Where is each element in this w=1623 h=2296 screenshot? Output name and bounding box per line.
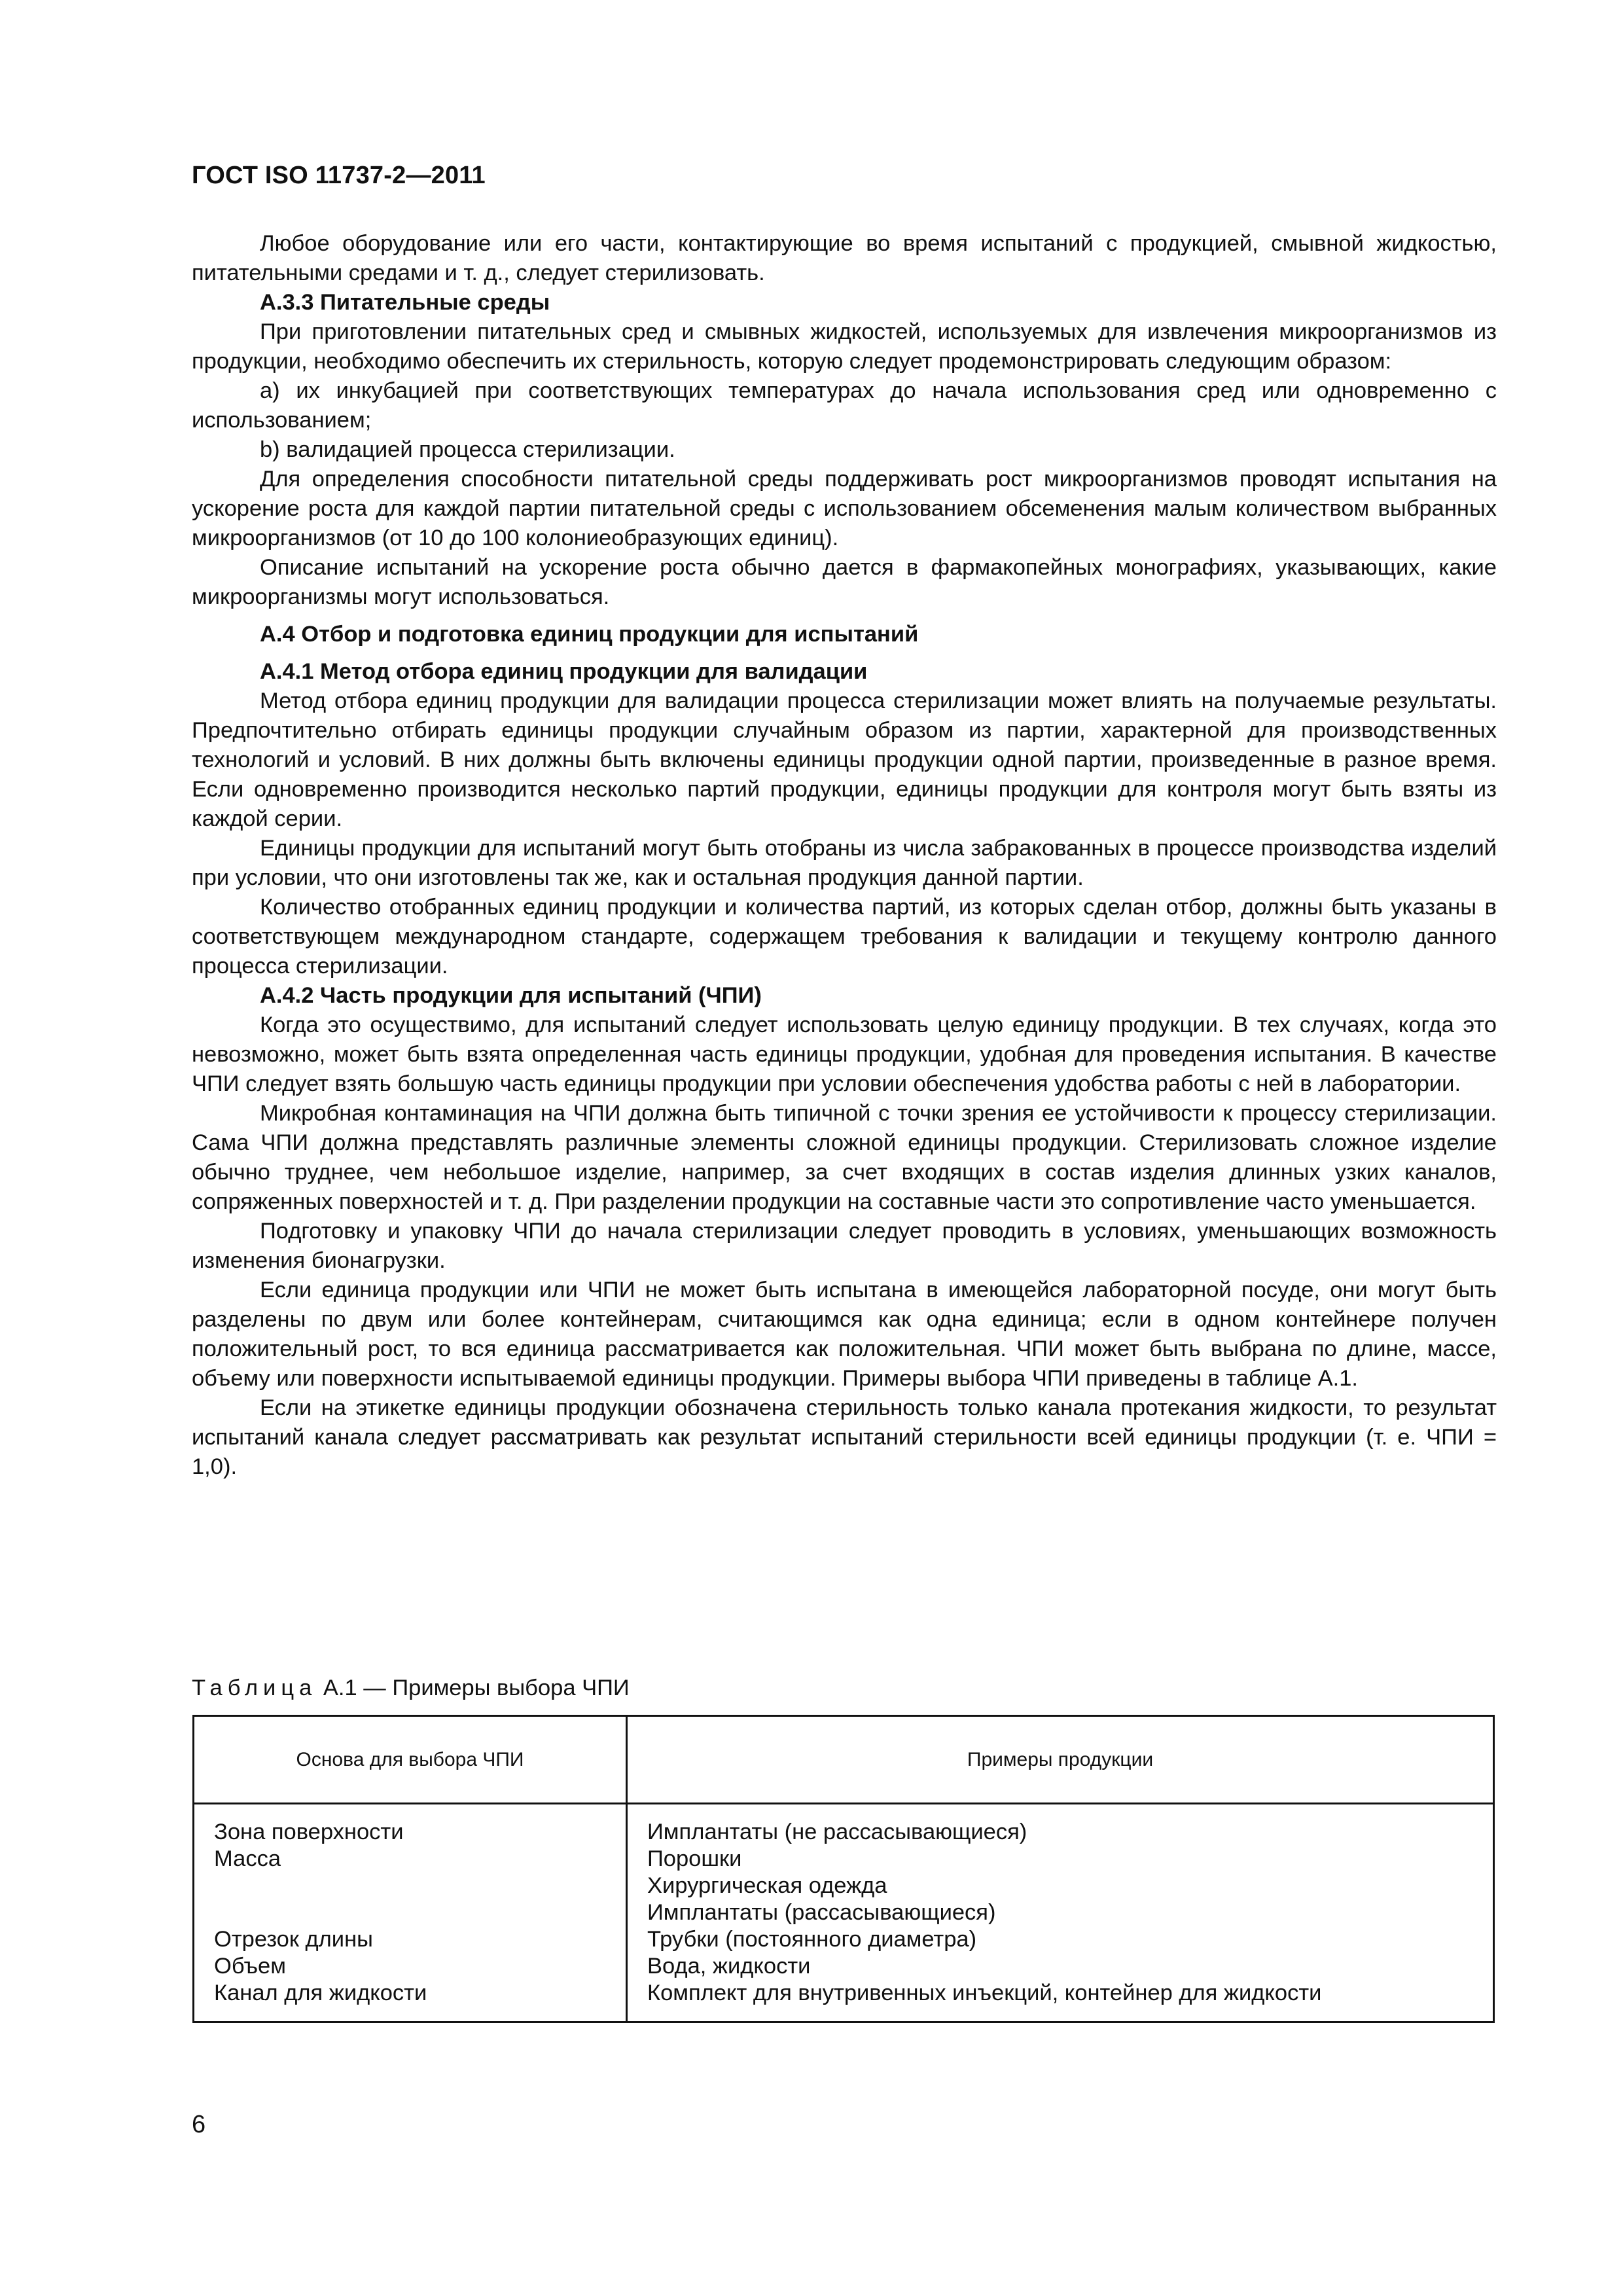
example-item: Имплантаты (не рассасывающиеся) [647,1820,1027,1844]
example-item: Имплантаты (рассасывающиеся) [647,1900,996,1925]
section-heading-a41: А.4.1 Метод отбора единиц продукции для валидации [260,659,868,684]
paragraph: При приготовлении питательных сред и смывных жидкостей, используемых для извлечения микроорганизмов из продукции, необходимо обеспечить их стерильность, которую следует продемонстрировать следующим образом: [192,319,1497,374]
section-heading-a33: А.3.3 Питательные среды [260,290,550,315]
document-body [192,229,1497,1482]
paragraph: Если единица продукции или ЧПИ не может быть испытана в имеющейся лабораторной посуде, они могут быть разделены по двум или более контейнерам, считающимся как одна единица; если в одном контейнере получен положительный рост, то вся единица рассматривается как положительная. ЧПИ может быть выбрана по длине, массе, объему или поверхности испытываемой единицы продукции. Примеры выбора ЧПИ приведены в таблице А.1. [192,1278,1497,1391]
paragraph: Единицы продукции для испытаний могут быть отобраны из числа забракованных в процессе производства изделий при условии, что они изготовлены так же, как и остальная продукция данной партии. [192,836,1497,890]
paragraph: Когда это осуществимо, для испытаний следует использовать целую единицу продукции. В тех случаях, когда это невозможно, может быть взята определенная часть единицы продукции, удобная для проведения испытания. В качестве ЧПИ следует взять большую часть единицы продукции при условии обеспечения удобства работы с ней в лаборатории. [192,1013,1497,1096]
example-item: Вода, жидкости [647,1954,811,1979]
section-heading-a4: А.4 Отбор и подготовка единиц продукции для испытаний [260,622,919,647]
examples-cell [627,1804,1494,2022]
example-item: Комплект для внутривенных инъекций, контейнер для жидкости [647,1981,1322,2005]
table-row [194,1804,1494,2022]
table-caption-title: А.1 — Примеры выбора ЧПИ [323,1676,630,1700]
basis-item: Канал для жидкости [214,1981,427,2005]
basis-cell [194,1804,627,2022]
table-caption-word: Таблица [192,1676,317,1700]
basis-item: Зона поверхности [214,1820,404,1844]
paragraph: Метод отбора единиц продукции для валидации процесса стерилизации может влиять на получаемые результаты. Предпочтительно отбирать единицы продукции случайным образом из партии, характерной для производственных технологий и условий. В них должны быть включены единицы продукции одной партии, произведенные в разное время. Если одновременно производится несколько партий продукции, единицы продукции для контроля могут быть взяты из каждой серии. [192,689,1497,831]
example-item: Трубки (постоянного диаметра) [647,1927,977,1952]
basis-item: Объем [214,1954,286,1979]
paragraph: Любое оборудование или его части, контактирующие во время испытаний с продукцией, смывной жидкостью, питательными средами и т. д., следует стерилизовать. [192,231,1497,285]
paragraph: Микробная контаминация на ЧПИ должна быть типичной с точки зрения ее устойчивости к процессу стерилизации. Сама ЧПИ должна представлять различные элементы сложной единицы продукции. Стерилизовать сложное изделие обычно труднее, чем небольшое изделие, например, за счет входящих в состав изделия длинных узких каналов, сопряженных поверхностей и т. д. При разделении продукции на составные части это сопротивление часто уменьшается. [192,1101,1497,1214]
paragraph: Количество отобранных единиц продукции и количества партий, из которых сделан отбор, должны быть указаны в соответствующем международном стандарте, содержащем требования к валидации и текущему контролю данного процесса стерилизации. [192,895,1497,978]
basis-item: Отрезок длины [214,1927,373,1952]
basis-item: Масса [214,1846,281,1871]
example-item: Порошки [647,1846,742,1871]
column-header-examples: Примеры продукции [627,1716,1494,1804]
examples-table [192,1715,1495,2023]
list-item-b: b) валидацией процесса стерилизации. [260,437,675,462]
table-caption [192,1676,630,1701]
section-heading-a42: А.4.2 Часть продукции для испытаний (ЧПИ) [260,983,762,1008]
column-header-basis: Основа для выбора ЧПИ [194,1716,627,1804]
list-item-a: a) их инкубацией при соответствующих температурах до начала использования сред или одновременно с использованием; [192,378,1497,433]
paragraph: Описание испытаний на ускорение роста обычно дается в фармакопейных монографиях, указывающих, какие микроорганизмы могут использоваться. [192,555,1497,609]
page-number: 6 [192,2111,206,2138]
paragraph: Если на этикетке единицы продукции обозначена стерильность только канала протекания жидкости, то результат испытаний канала следует рассматривать как результат испытаний стерильности всей единицы продукции (т. е. ЧПИ = 1,0). [192,1395,1497,1479]
paragraph: Для определения способности питательной среды поддерживать рост микроорганизмов проводят испытания на ускорение роста для каждой партии питательной среды с использованием обсеменения малым количеством выбранных микроорганизмов (от 10 до 100 колониеобразующих единиц). [192,467,1497,550]
paragraph: Подготовку и упаковку ЧПИ до начала стерилизации следует проводить в условиях, уменьшающих возможность изменения бионагрузки. [192,1219,1497,1273]
document-code: ГОСТ ISO 11737-2—2011 [192,162,486,189]
table-header-row [194,1716,1494,1804]
example-item: Хирургическая одежда [647,1873,887,1898]
